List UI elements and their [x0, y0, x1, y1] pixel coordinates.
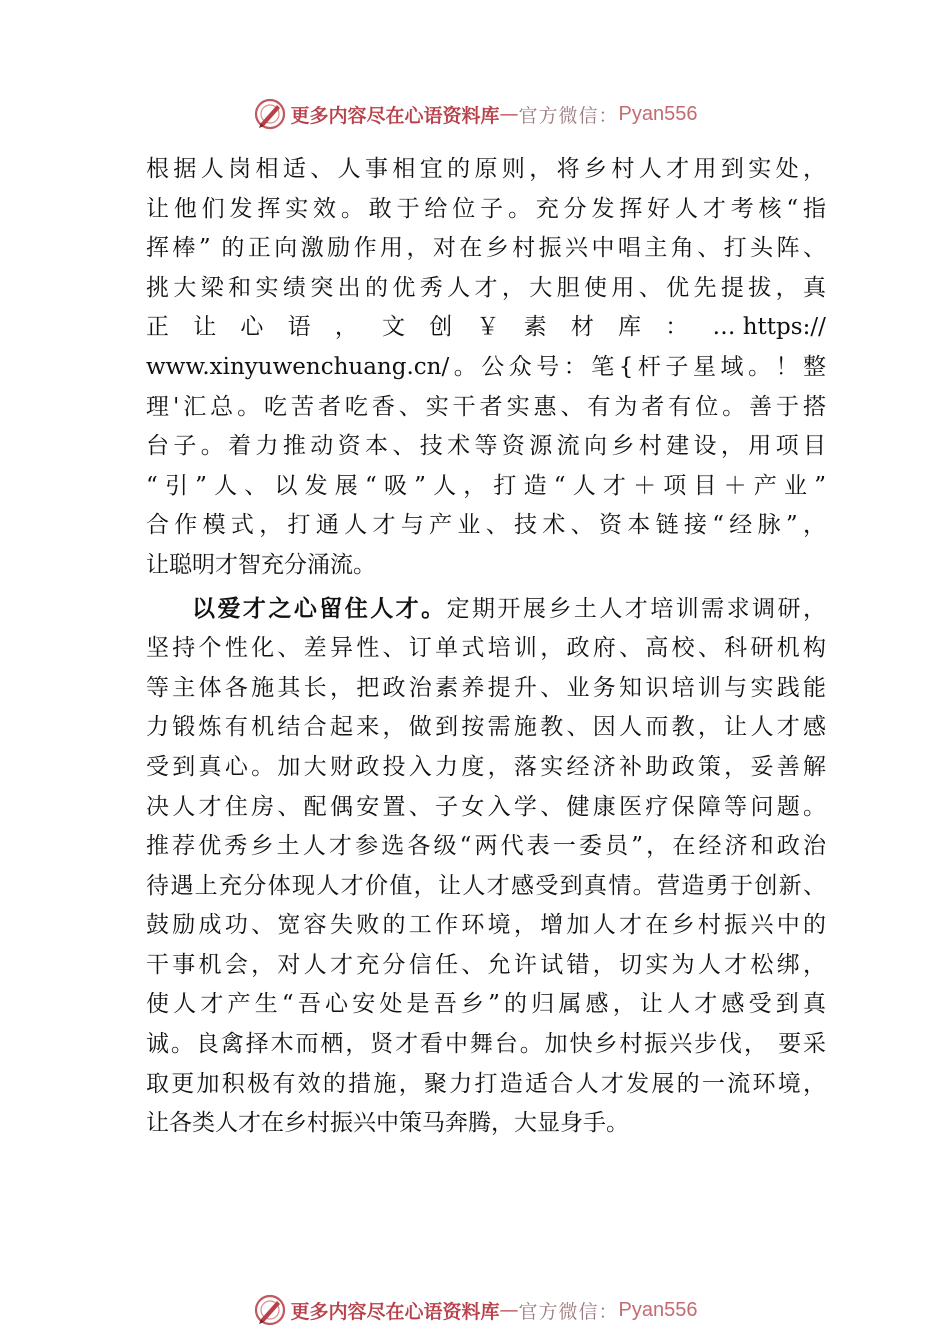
- text-line: 坚持个性化、差异性、订单式培训，政府、高校、科研机构: [146, 635, 826, 662]
- spaced-char: 材: [570, 314, 594, 341]
- text-line: 使人才产生“吾心安处是吾乡”的归属感，让人才感受到真: [146, 991, 826, 1018]
- text-line: 根据人岗相适、人事相宜的原则，将乡村人才用到实处，: [146, 156, 826, 182]
- footer-watermark-banner: [0, 1290, 950, 1330]
- text-line: 取更加积极有效的措施，聚力打造适合人才发展的一流环境，: [146, 1070, 826, 1097]
- spaced-char: 库: [618, 314, 642, 341]
- spaced-char: ，: [334, 314, 358, 341]
- text-line: 力锻炼有机结合起来，做到按需施教、因人而教，让人才感: [146, 714, 826, 741]
- text-line: 待遇上充分体现人才价值，让人才感受到真情。营造勇于创新、: [146, 872, 826, 899]
- banner-wechat-id: Pyan556: [618, 1298, 698, 1321]
- text-line: 推荐优秀乡土人才参选各级“两代表一委员”，在经济和政治: [146, 833, 826, 860]
- paragraph-1: [146, 150, 826, 586]
- banner-dash: —: [499, 1299, 519, 1321]
- text-span: 定期开展乡土人才培训需求调研，: [446, 595, 827, 622]
- text-line: 挑大梁和实绩突出的优秀人才，大胆使用、优先提拔，真: [146, 274, 826, 301]
- text-line: 挥棒” 的正向激励作用，对在乡村振兴中唱主角、打头阵、: [146, 235, 826, 262]
- text-line: 让聪明才智充分涌流。: [146, 551, 376, 578]
- text-line: 干事机会，对人才充分信任、允许试错，切实为人才松绑，: [146, 951, 826, 978]
- paragraph-2-first-line: [146, 590, 826, 630]
- text-line: www.xinyuwenchuang.cn/。公众号：笔{杆子星域。！整: [146, 353, 826, 380]
- text-line: 合作模式，打通人才与产业、技术、资本链接“经脉”，: [146, 512, 826, 539]
- header-watermark-banner: [0, 94, 950, 134]
- spaced-char: 让: [193, 314, 217, 341]
- text-line: 受到真心。加大财政投入力度，落实经济补助政策，妥善解: [146, 753, 826, 780]
- banner-brand-text: 更多内容尽在心语资料库: [290, 1300, 500, 1323]
- banner-dash: —: [499, 103, 519, 125]
- spaced-char: 语: [287, 314, 311, 341]
- text-line-spaced: [146, 308, 826, 348]
- banner-wechat-label: 官方微信：: [518, 104, 619, 127]
- spaced-char: ：: [665, 314, 689, 341]
- spaced-char: 创: [429, 314, 453, 341]
- banner-wechat-id: Pyan556: [618, 102, 698, 125]
- pen-logo-icon: [253, 1293, 287, 1327]
- spaced-url: … https://: [712, 314, 826, 341]
- document-body: [146, 150, 826, 1144]
- spaced-char: 心: [240, 314, 264, 341]
- spaced-char: 素: [523, 314, 547, 341]
- text-line: 理'汇总。吃苦者吃香、实干者实惠、有为者有位。善于搭: [146, 393, 826, 420]
- text-line: 鼓励成功、宽容失败的工作环境，增加人才在乡村振兴中的: [146, 912, 826, 939]
- spaced-char: 正: [146, 314, 169, 341]
- banner-brand-text: 更多内容尽在心语资料库: [290, 104, 500, 127]
- text-line: 让他们发挥实效。敢于给位子。充分发挥好人才考核“指: [146, 195, 826, 222]
- spaced-char: ￥: [476, 314, 500, 341]
- pen-logo-icon: [253, 97, 287, 131]
- text-line: 诚。良禽择木而栖，贤才看中舞台。加快乡村振兴步伐， 要采: [146, 1031, 826, 1058]
- text-line: 决人才住房、配偶安置、子女入学、健康医疗保障等问题。: [146, 793, 826, 820]
- spaced-char: 文: [382, 314, 406, 341]
- text-line: 等主体各施其长，把政治素养提升、业务知识培训与实践能: [146, 674, 826, 701]
- text-line: “引”人、以发展“吸”人，打造“人才＋项目＋产业”: [146, 472, 826, 499]
- paragraph-2: [146, 590, 826, 1144]
- paragraph-heading: 以爱才之心留住人才。: [192, 595, 447, 622]
- text-line: 让各类人才在乡村振兴中策马奔腾，大显身手。: [146, 1110, 629, 1137]
- banner-wechat-label: 官方微信：: [518, 1300, 619, 1323]
- text-line: 台子。着力推动资本、技术等资源流向乡村建设，用项目: [146, 433, 826, 460]
